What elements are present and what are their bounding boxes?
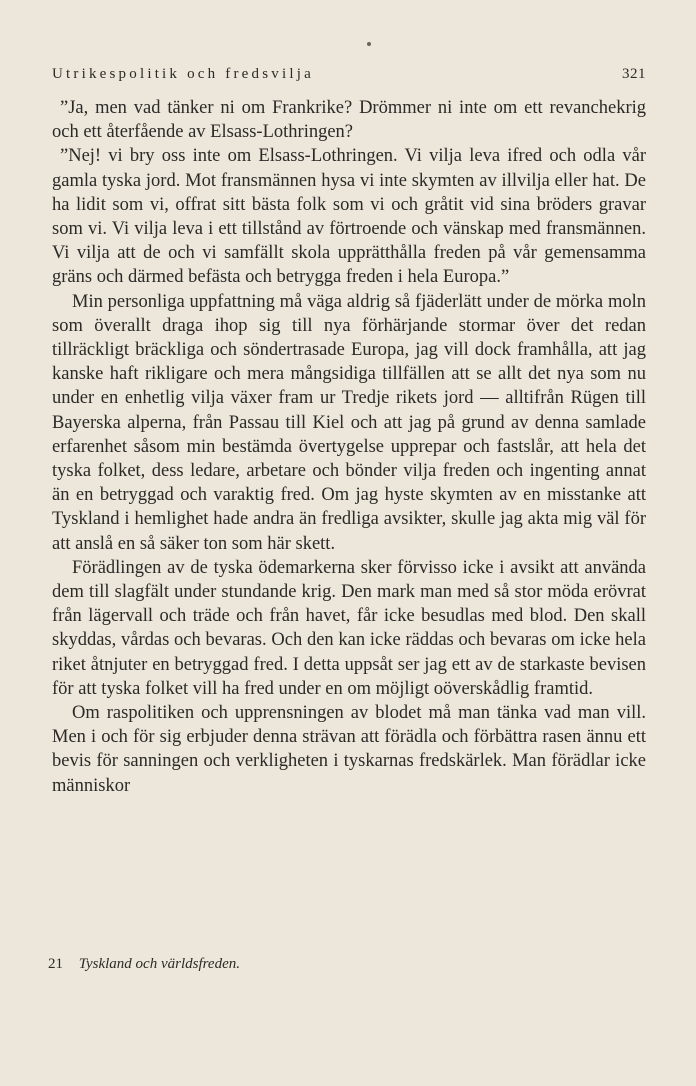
print-mark xyxy=(367,42,371,46)
paragraph: Min personliga uppfattning må väga aldrig så fjäderlätt under de mörka moln som överallt draga ihop sig till nya förhärjande stormar över det redan tillräckligt bräckliga och söndertrasade Europa, jag vill dock framhålla, att jag kanske haft rikligare och mera mångsidiga tillfällen att se allt det nya som nu under en enhetlig vilja växer fram ur Tredje rikets jord — alltifrån Rügen till Bayerska alperna, från Passau till Kiel och att jag på grund av denna samlade erfarenhet såsom min bestämda övertygelse upprepar och fastslår, att hela det tyska folket, dess ledare, arbetare och bönder vilja freden och ingenting annat än en betryggad och varaktig fred. Om jag hyste skymten av en misstanke att Tyskland i hemlighet hade andra än fredliga avsikter, skulle jag akta mig väl för att anslå en så säker ton som här skett. xyxy=(52,291,646,554)
signature-number: 21 xyxy=(48,956,63,972)
paragraph: Om raspolitiken och upprensningen av blodet må man tänka vad man vill. Men i och för sig erbjuder denna strävan att förädla och förbättra rasen ännu ett bevis för sanningen och verkligheten i tyskarnas fredskärlek. Man förädlar icke människor xyxy=(52,703,646,796)
paragraph: Förädlingen av de tyska ödemarkerna sker förvisso icke i avsikt att använda dem till slagfält under stundande krig. Den mark man med så stor möda erövrat från lägervall och träde och från havet, får icke besudlas med blod. Den skall skyddas, vårdas och bevaras. Och den kan icke räddas och bevaras om icke hela riket åtnjuter en betryggad fred. I detta uppsåt ser jag ett av de starkaste bevisen för att tyska folket vill ha fred under en om möjligt oöverskådlig framtid. xyxy=(52,557,646,699)
signature-line xyxy=(48,956,240,973)
running-header xyxy=(52,66,646,83)
body-text xyxy=(52,96,646,798)
book-title: Tyskland och världsfreden. xyxy=(78,956,240,972)
running-title: Utrikespolitik och fredsvilja xyxy=(52,66,314,82)
paragraph: ”Ja, men vad tänker ni om Frankrike? Drömmer ni inte om ett revanchekrig och ett återfående av Elsass-Lothringen? xyxy=(52,98,646,143)
page-number: 321 xyxy=(622,66,646,82)
paragraph: ”Nej! vi bry oss inte om Elsass-Lothringen. Vi vilja leva ifred och odla vår gamla tyska jord. Mot fransmännen hysa vi inte skymten av illvilja eller hat. De ha lidit som vi, offrat sitt bästa folk som vi och gråtit vid sina bröders gravar som vi. Vi vilja leva i ett tillstånd av förtroende och vänskap med fransmännen. Vi vilja att de och vi samfällt skola upprätthålla freden på vår gemensamma gräns och därmed befästa och betrygga freden i hela Europa.” xyxy=(52,146,646,288)
